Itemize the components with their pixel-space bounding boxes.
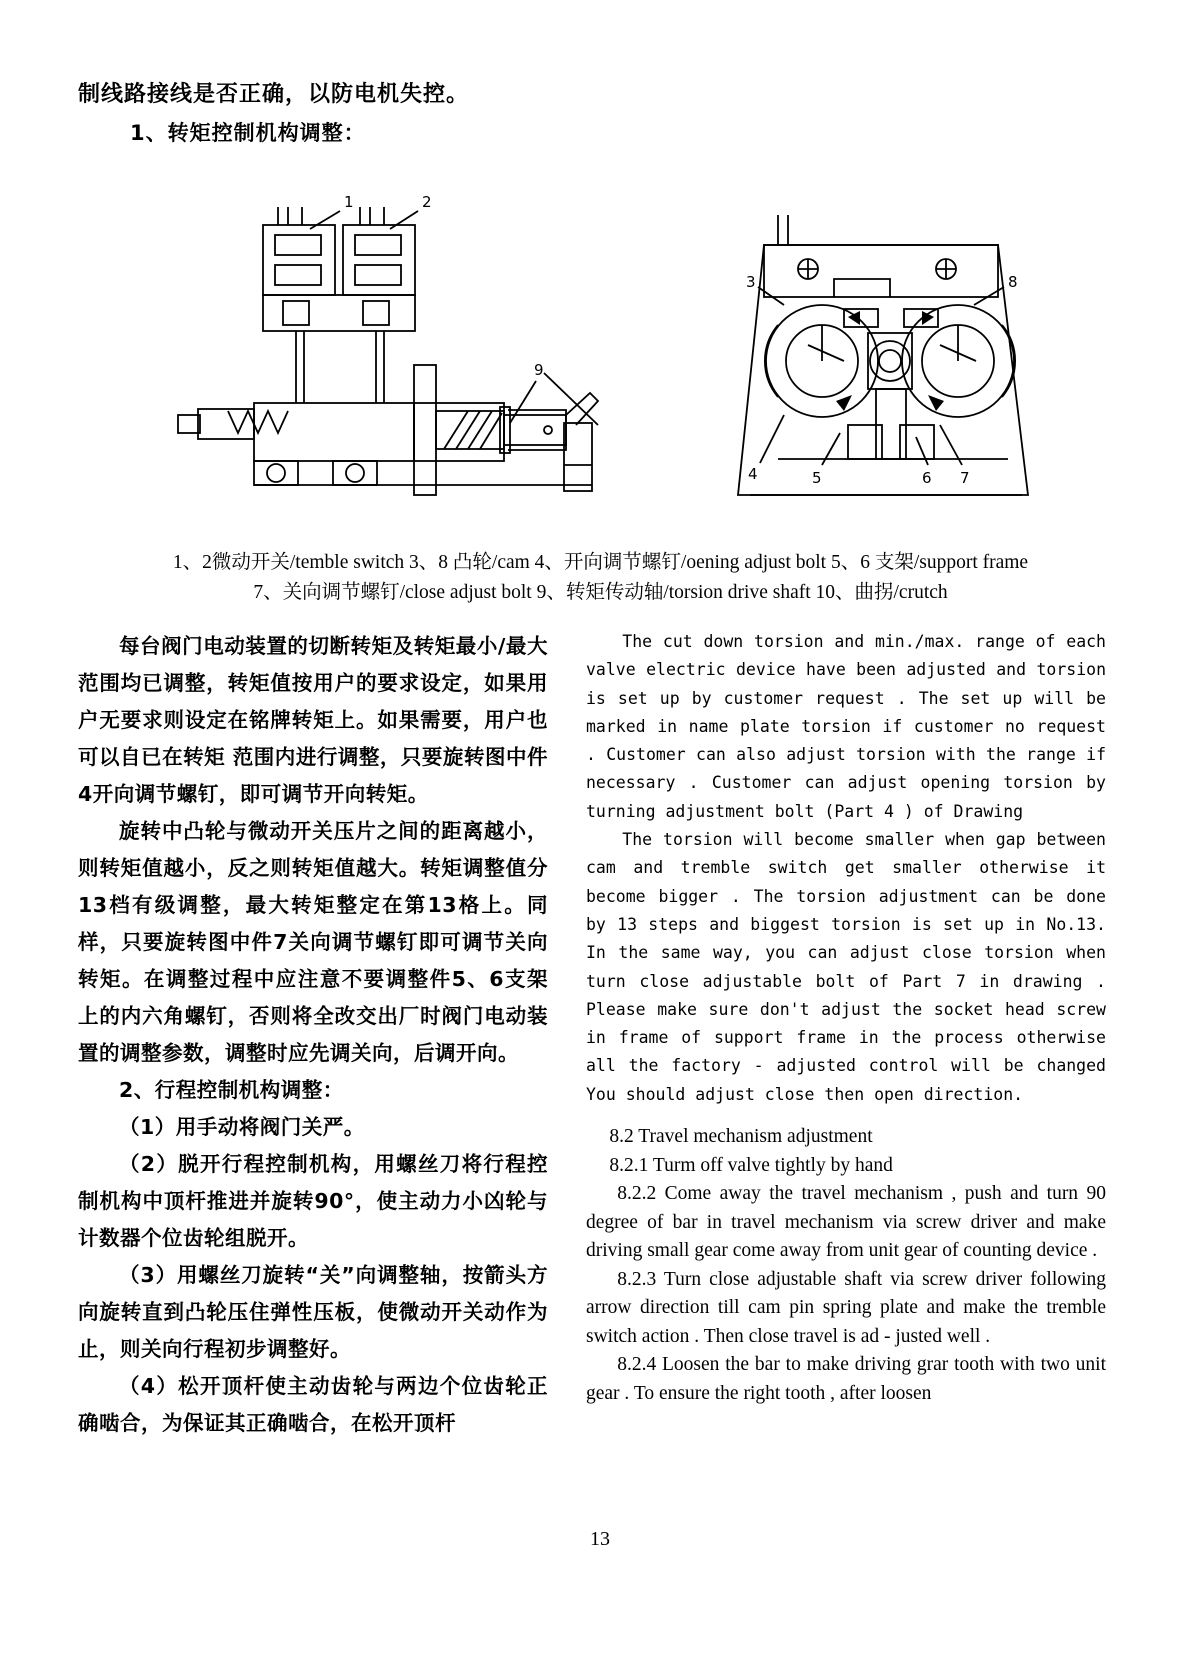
callout-2: 2 xyxy=(422,193,432,211)
column-spacer xyxy=(586,1109,1106,1123)
english-text-column xyxy=(586,628,1106,1442)
figure-caption-line-2: 7、关向调节螺钉/close adjust bolt 9、转矩传动轴/torsion drive shaft 10、曲拐/crutch xyxy=(253,582,948,603)
en-mono-paragraph-1: The cut down torsion and min./max. range of each valve electric device have been adjusted and torsion is set up by customer request . The set up will be marked in name plate torsion if customer no request . Customer can also adjust torsion with the range if necessary . Customer can adjust opening torsion by turning adjustment bolt (Part 4 ) of Drawing xyxy=(586,632,1106,821)
figure-caption-line-1: 1、2微动开关/temble switch 3、8 凸轮/cam 4、开向调节螺钉/oening adjust bolt 5、6 支架/support frame xyxy=(172,552,1029,573)
callout-3: 3 xyxy=(746,273,756,291)
top-text-line-1: 制线路接线是否正确，以防电机失控。 xyxy=(78,82,470,107)
callout-5: 5 xyxy=(812,469,822,487)
cn-paragraph-3: 2、行程控制机构调整： xyxy=(119,1078,344,1102)
chinese-text-column xyxy=(78,628,548,1442)
en-step-8-2-1: 8.2.1 Turm off valve tightly by hand xyxy=(609,1154,893,1176)
cn-paragraph-1: 每台阀门电动装置的切断转矩及转矩最小/最大范围均已调整，转矩值按用户的要求设定，如果用户无要求则设定在铭牌转矩上。如果需要，用户也可以自已在转矩 范围内进行调整，只要旋转图中件4开向调节螺钉，即可调节开向转矩。 xyxy=(78,634,548,806)
cn-paragraph-2: 旋转中凸轮与微动开关压片之间的距离越小，则转矩值越小，反之则转矩值越大。转矩调整值分13档有级调整，最大转矩整定在第13格上。同样，只要旋转图中件7关向调节螺钉即可调节关向转矩。在调整过程中应注意不要调整件5、6支架上的内六角螺钉，否则将全改交出厂时阀门电动装置的调整参数，调整时应先调关向，后调开向。 xyxy=(78,819,548,1065)
en-heading-8-2: 8.2 Travel mechanism adjustment xyxy=(609,1126,873,1148)
cn-paragraph-6: （3）用螺丝刀旋转“关”向调整轴，按箭头方向旋转直到凸轮压住弹性压板，使微动开关动作为止，则关向行程初步调整好。 xyxy=(78,1263,548,1361)
en-step-8-2-3: 8.2.3 Turn close adjustable shaft via screw driver following arrow direction till cam pin spring plate and make the tremble switch action . Then close travel is ad - justed well . xyxy=(586,1268,1106,1347)
cn-paragraph-7: （4）松开顶杆使主动齿轮与两边个位齿轮正确啮合，为保证其正确啮合，在松开顶杆 xyxy=(78,1374,548,1435)
cn-paragraph-5: （2）脱开行程控制机构，用螺丝刀将行程控制机构中顶杆推进并旋转90°，使主动力小凶轮与计数器个位齿轮组脱开。 xyxy=(78,1152,548,1250)
technical-figure xyxy=(78,175,1123,525)
callout-9: 9 xyxy=(534,361,544,379)
body-columns xyxy=(78,628,1123,1442)
figure-caption xyxy=(78,548,1123,608)
callout-6: 6 xyxy=(922,469,932,487)
en-mono-paragraph-2: The torsion will become smaller when gap between cam and tremble switch get smaller otherwise it become bigger . The torsion adjustment can be done by 13 steps and biggest torsion is set up in No.13. In the same way, you can adjust close torsion when turn close adjustable bolt of Part 7 in drawing . Please make sure don't adjust the socket head screw in frame of support frame in the process otherwise all the factory - adjusted control will be changed You should adjust close then open direction. xyxy=(586,830,1106,1104)
page-number: 13 xyxy=(590,1528,610,1550)
callout-8: 8 xyxy=(1008,273,1018,291)
callout-4: 4 xyxy=(748,465,758,483)
top-text-line-2: 1、转矩控制机构调整： xyxy=(130,121,366,145)
callout-1: 1 xyxy=(344,193,354,211)
en-step-8-2-2: 8.2.2 Come away the travel mechanism , push and turn 90 degree of bar in travel mechanism via screw driver and make driving small gear come away from unit gear of counting device . xyxy=(586,1183,1106,1262)
callout-7: 7 xyxy=(960,469,970,487)
top-text-block xyxy=(78,80,1128,148)
cn-paragraph-4: （1）用手动将阀门关严。 xyxy=(119,1115,365,1139)
en-step-8-2-4: 8.2.4 Loosen the bar to make driving grar tooth with two unit gear . To ensure the right tooth , after loosen xyxy=(586,1354,1106,1404)
figure-drawing xyxy=(78,175,1123,525)
